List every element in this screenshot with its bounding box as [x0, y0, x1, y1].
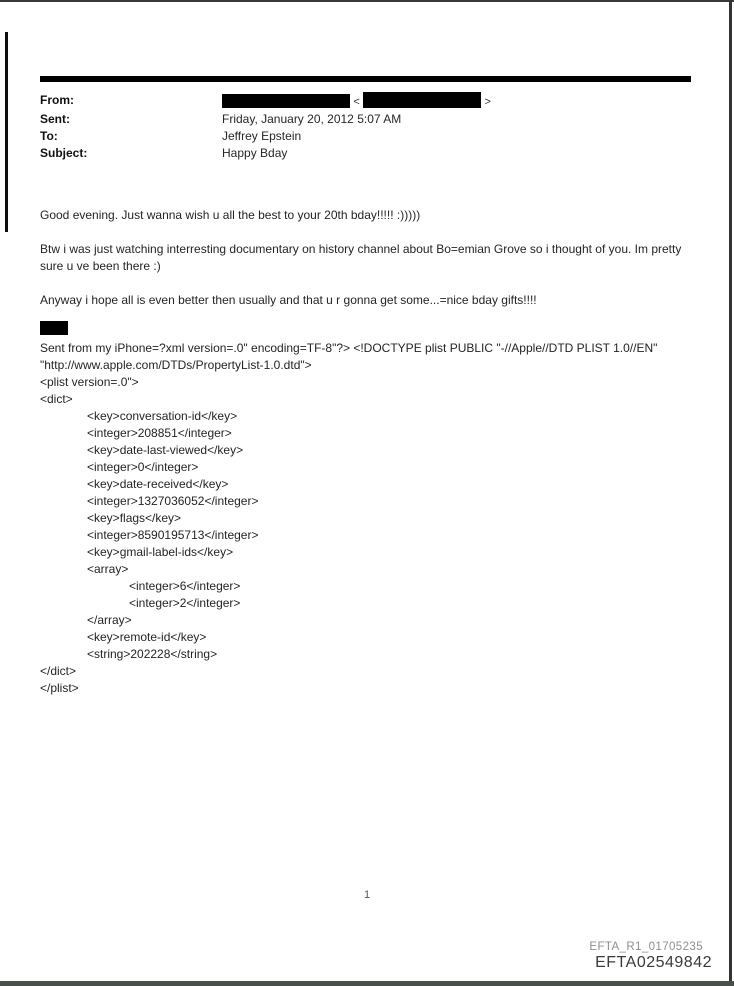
page-number: 1: [363, 889, 371, 901]
from-value: [222, 92, 491, 111]
plist-line: <integer>208851</integer>: [87, 426, 232, 440]
email-header-block: [40, 92, 491, 162]
plist-line: <dict>: [40, 392, 73, 406]
redaction-box-from-name: [222, 94, 350, 108]
email-body: [40, 207, 685, 697]
scan-frame-left-line: [5, 32, 8, 232]
plist-line: <plist version=.0">: [40, 375, 139, 389]
bates-number-efta: EFTA02549842: [595, 953, 712, 971]
bates-number-production: EFTA_R1_01705235: [589, 941, 703, 953]
bates-stamp-block: [589, 941, 712, 971]
plist-line: <key>flags</key>: [87, 511, 182, 525]
redaction-box-signature-name: [40, 321, 68, 335]
plist-line: <integer>8590195713</integer>: [87, 528, 259, 542]
scan-frame-top-line: [0, 0, 734, 2]
signature-line: Sent from my iPhone=?xml version=.0" encoding=TF-8"?> <!DOCTYPE plist PUBLIC "-//Apple//DTD PLIST 1.0//EN": [40, 341, 658, 355]
subject-value: Happy Bday: [222, 146, 288, 160]
sent-label: Sent:: [40, 112, 70, 126]
plist-line: <integer>1327036052</integer>: [87, 494, 259, 508]
plist-line: <key>date-received</key>: [87, 477, 229, 491]
plist-line: </array>: [87, 613, 132, 627]
signature-line: "http://www.apple.com/DTDs/PropertyList-1.0.dtd">: [40, 358, 312, 372]
plist-line: <integer>6</integer>: [129, 579, 241, 593]
plist-line: </dict>: [40, 664, 77, 678]
header-row-sent: [40, 111, 491, 128]
body-paragraph-wishes: Anyway i hope all is even better then usually and that u r gonna get some...=nice bday gifts!!!!: [40, 293, 537, 307]
from-bracket-close: >: [484, 96, 491, 108]
scan-frame-bottom-line: [0, 981, 734, 986]
subject-label: Subject:: [40, 146, 88, 160]
header-row-subject: [40, 145, 491, 162]
header-divider-rule: [40, 76, 691, 82]
from-label: From:: [40, 93, 74, 107]
body-paragraph-documentary: Btw i was just watching interresting documentary on history channel about Bo=emian Grove so i thought of you. Im pretty sure u ve been there :): [40, 242, 682, 273]
plist-line: <key>conversation-id</key>: [87, 409, 238, 423]
to-label: To:: [40, 129, 58, 143]
scan-frame-right-line: [729, 0, 732, 986]
plist-line: <integer>2</integer>: [129, 596, 241, 610]
to-value: Jeffrey Epstein: [222, 129, 302, 143]
redaction-box-from-email: [363, 92, 481, 108]
plist-line: <array>: [87, 562, 129, 576]
plist-line: <string>202228</string>: [87, 647, 218, 661]
plist-line: <key>gmail-label-ids</key>: [87, 545, 234, 559]
plist-line: </plist>: [40, 681, 79, 695]
sent-value: Friday, January 20, 2012 5:07 AM: [222, 112, 402, 126]
body-paragraph-greeting: Good evening. Just wanna wish u all the best to your 20th bday!!!!! :))))): [40, 208, 421, 222]
header-row-from: [40, 92, 491, 111]
from-bracket-open: <: [353, 96, 360, 108]
plist-line: <key>remote-id</key>: [87, 630, 207, 644]
header-row-to: [40, 128, 491, 145]
plist-line: <key>date-last-viewed</key>: [87, 443, 244, 457]
plist-line: <integer>0</integer>: [87, 460, 199, 474]
